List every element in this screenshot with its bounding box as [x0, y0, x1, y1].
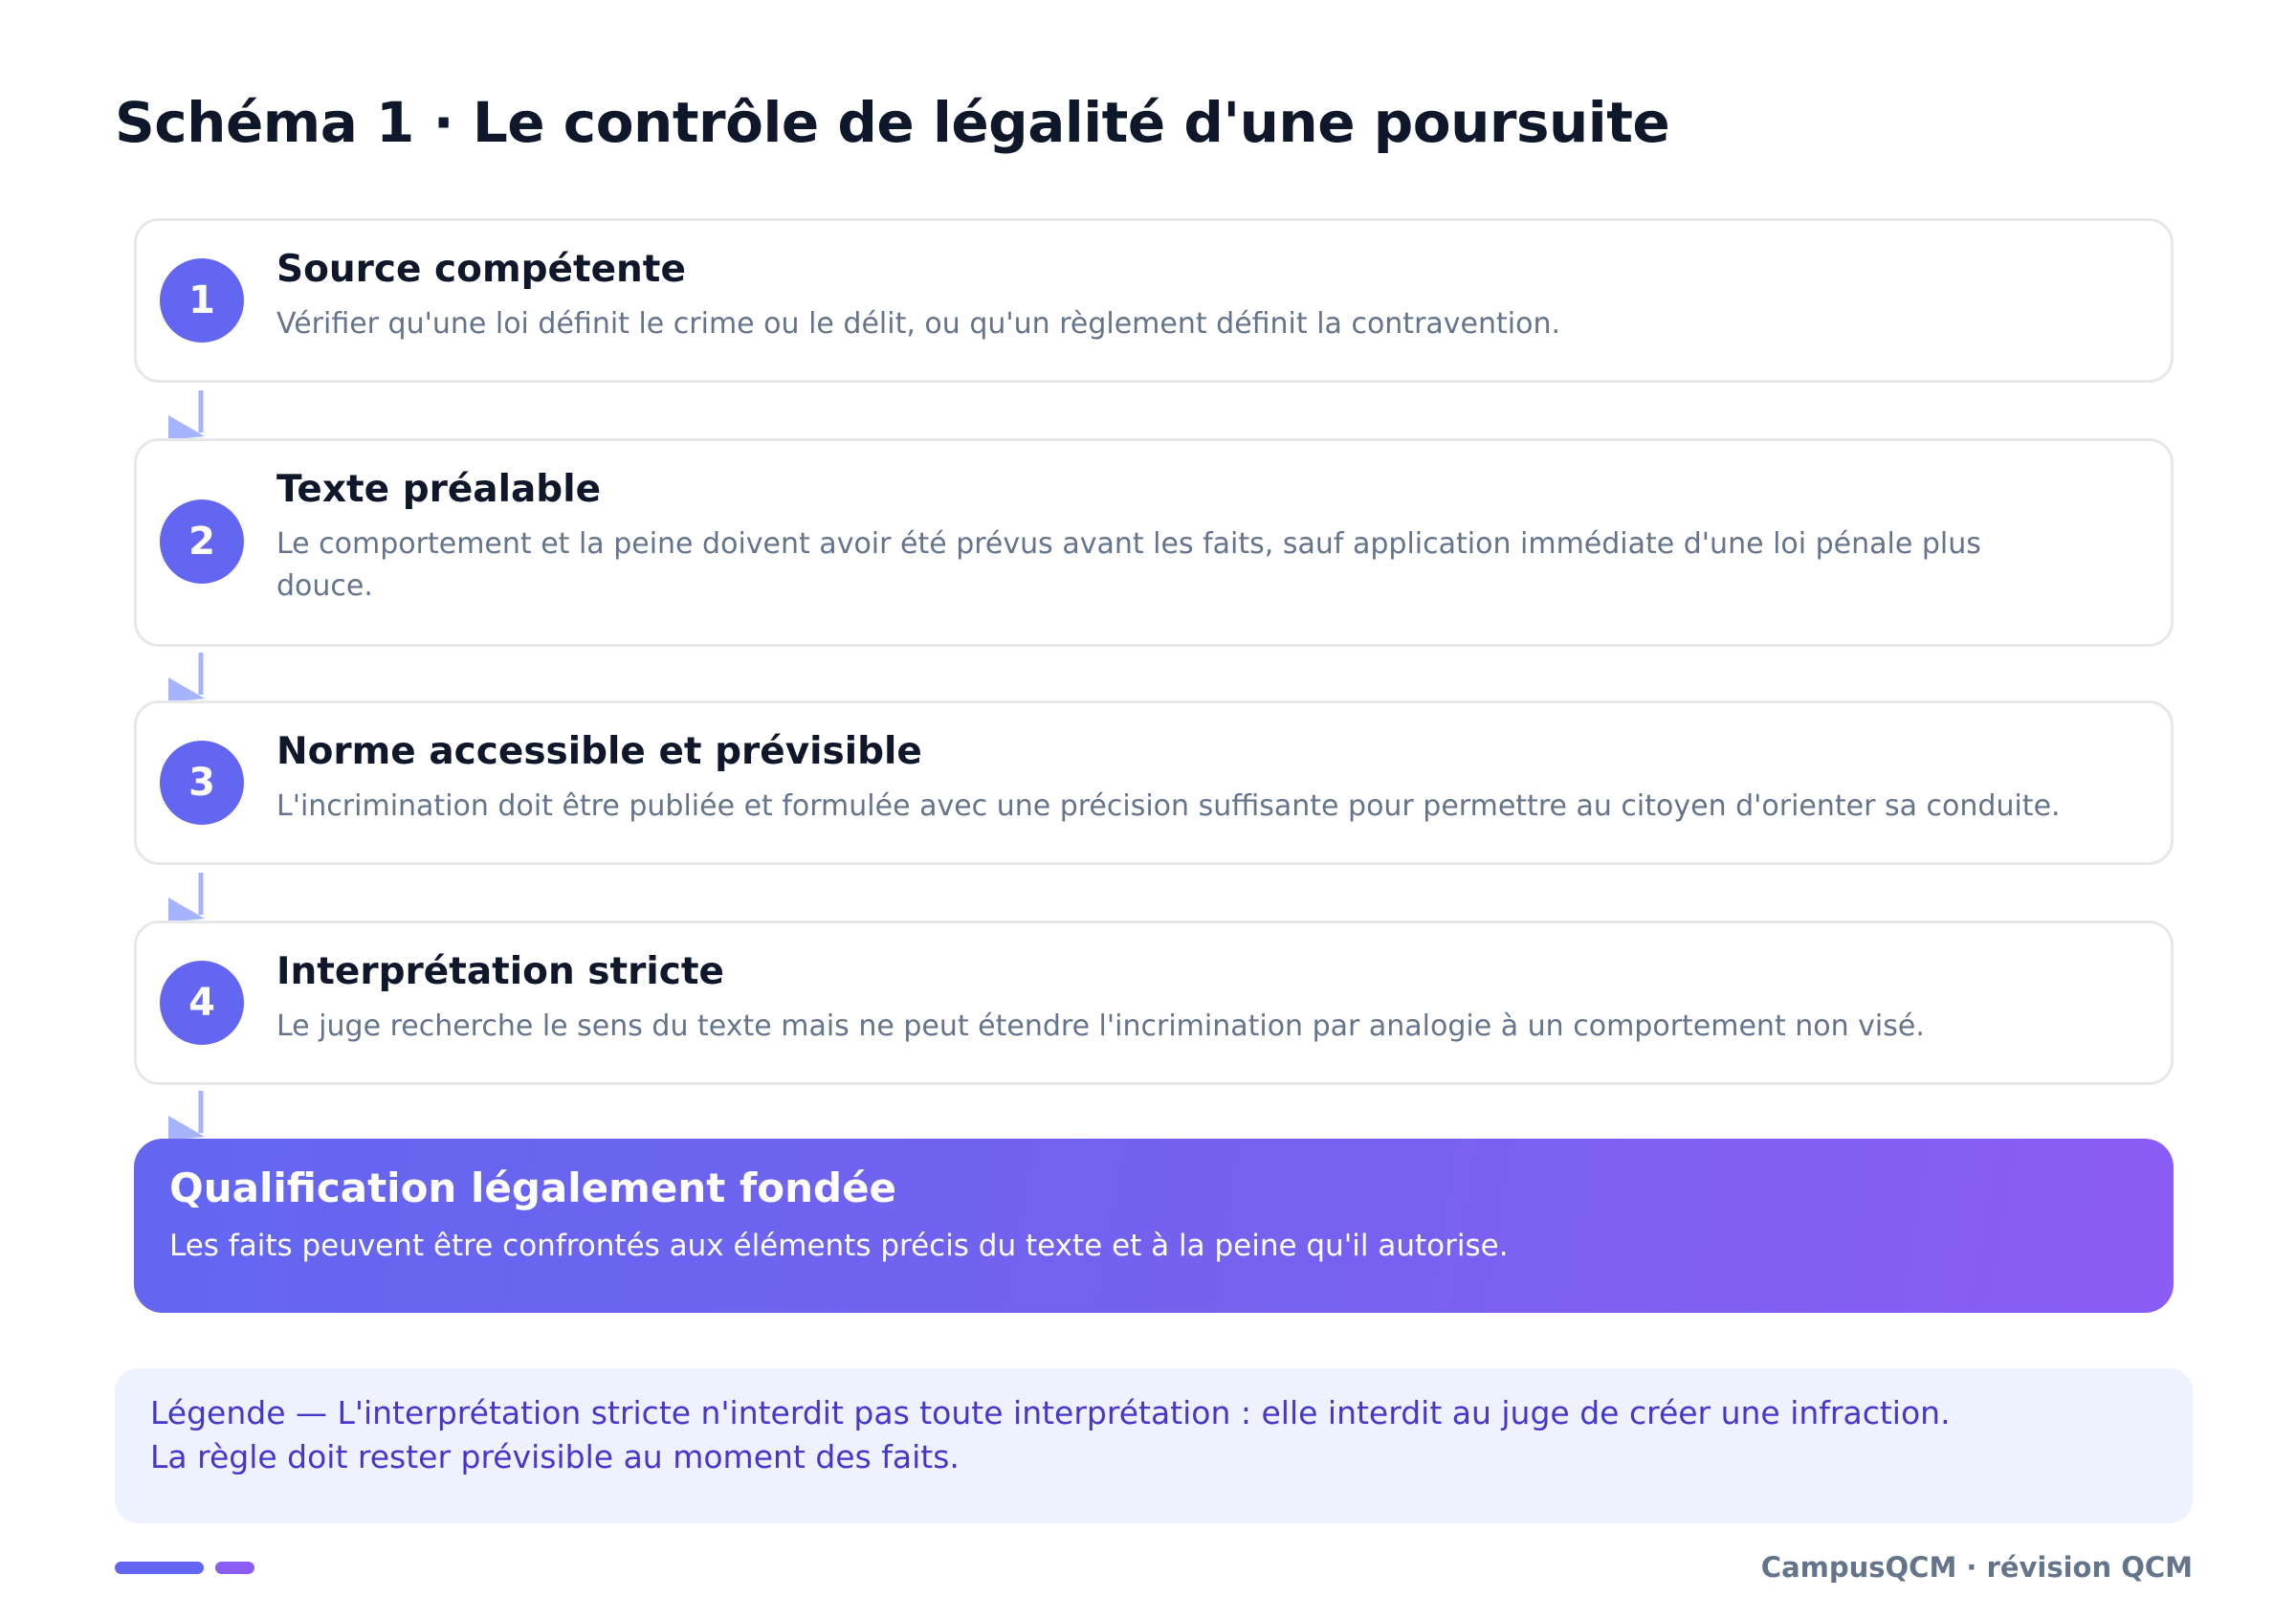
legend-text: Légende — L'interprétation stricte n'interdit pas toute interprétation : elle interdit au juge de créer une infraction. La règle doit rester prévisible au moment des faits. — [150, 1394, 1951, 1475]
result-title: Qualification légalement fondée — [169, 1164, 897, 1211]
step-title: Source compétente — [276, 248, 686, 291]
footer-accent-bar — [115, 1562, 204, 1574]
step-description: Le comportement et la peine doivent avoir été prévus avant les faits, sauf application immédiate d'une loi pénale plus douce. — [276, 527, 1981, 603]
step-title: Texte préalable — [276, 468, 602, 511]
step-number-badge: 1 — [160, 258, 244, 343]
page-title: Schéma 1 · Le contrôle de légalité d'une poursuite — [115, 90, 1670, 155]
flow-arrow-icon — [166, 1091, 209, 1141]
flow-arrow-icon — [166, 390, 209, 440]
footer-accent-bar-secondary — [215, 1562, 254, 1574]
step-card-4 — [134, 920, 2174, 1085]
step-card-3 — [134, 700, 2174, 865]
step-description: Le juge recherche le sens du texte mais ne peut étendre l'incrimination par analogie à un comportement non visé. — [276, 1009, 1925, 1043]
step-number-badge: 2 — [160, 499, 244, 584]
step-title: Interprétation stricte — [276, 950, 724, 993]
step-number-badge: 3 — [160, 741, 244, 825]
step-card-2 — [134, 438, 2174, 647]
step-title: Norme accessible et prévisible — [276, 730, 922, 773]
step-description: L'incrimination doit être publiée et formulée avec une précision suffisante pour permettre au citoyen d'orienter sa conduite. — [276, 789, 2061, 823]
result-card — [134, 1139, 2174, 1313]
flow-arrow-icon — [166, 653, 209, 702]
step-number-badge: 4 — [160, 961, 244, 1045]
step-description: Vérifier qu'une loi définit le crime ou le délit, ou qu'un règlement définit la contravention. — [276, 307, 1561, 341]
step-card-1 — [134, 218, 2174, 383]
flow-arrow-icon — [166, 873, 209, 922]
result-description: Les faits peuvent être confrontés aux éléments précis du texte et à la peine qu'il autorise. — [169, 1229, 1509, 1263]
footer-credit: CampusQCM · révision QCM — [1760, 1551, 2193, 1584]
legend-box — [115, 1368, 2193, 1523]
